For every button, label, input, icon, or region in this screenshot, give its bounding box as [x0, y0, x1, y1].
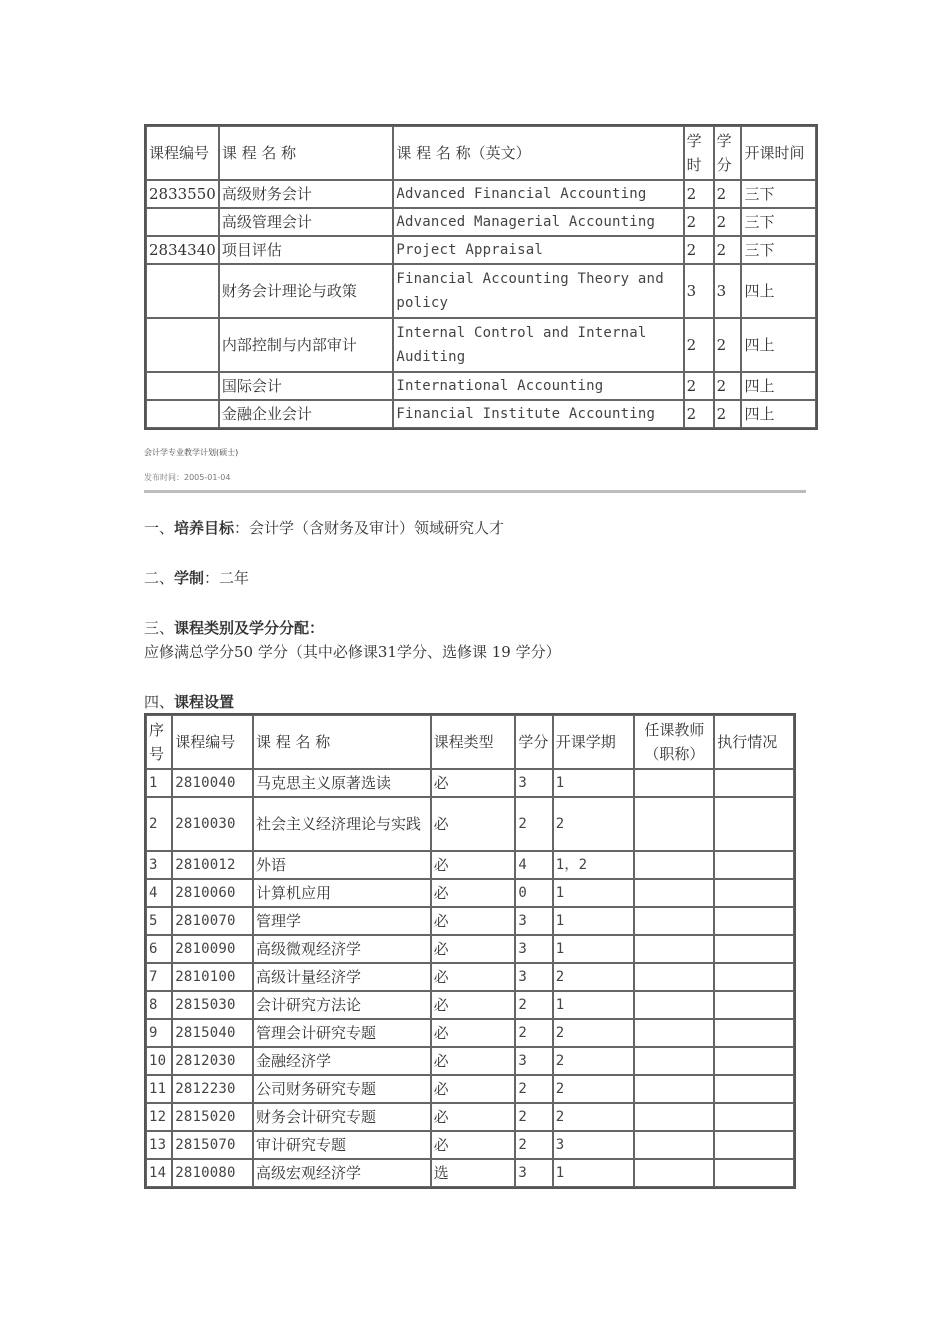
cell-instructor: [634, 1131, 714, 1159]
cell-index: 12: [146, 1103, 172, 1131]
cell-semester: 1: [553, 1159, 635, 1187]
cell-term: 四上: [741, 400, 816, 428]
cell-name: 管理学: [253, 907, 431, 935]
cell-code: 2810080: [172, 1159, 253, 1187]
header-cell-credits: 学分: [515, 715, 552, 769]
table-row: [146, 963, 794, 991]
cell-type: 必: [431, 797, 516, 851]
cell-credits: 2: [714, 372, 742, 400]
cell-index: 3: [146, 851, 172, 879]
section-duration-heading: 学制: [174, 569, 205, 587]
cell-hours: 2: [684, 400, 714, 428]
table-row: [146, 372, 816, 400]
cell-instructor: [634, 1103, 714, 1131]
table-row: [146, 1075, 794, 1103]
cell-code: 2810040: [172, 769, 253, 797]
cell-credits: 3: [515, 963, 552, 991]
header-cell-course-code: 课程编号: [146, 126, 219, 180]
cell-credits: 2: [714, 180, 742, 208]
cell-index: 1: [146, 769, 172, 797]
cell-credits: 2: [714, 318, 742, 372]
cell-instructor: [634, 797, 714, 851]
table-row: [146, 1019, 794, 1047]
header-cell-course-code: 课程编号: [172, 715, 253, 769]
cell-semester: 2: [553, 1103, 635, 1131]
cell-term: 三下: [741, 180, 816, 208]
cell-instructor: [634, 991, 714, 1019]
cell-type: 必: [431, 1103, 516, 1131]
cell-credits: 2: [515, 991, 552, 1019]
cell-status: [714, 797, 794, 851]
header-cell-semester: 开课学期: [553, 715, 635, 769]
divider: [144, 490, 806, 493]
table-row: [146, 769, 794, 797]
table-row: [146, 1159, 794, 1187]
cell-name: 金融经济学: [253, 1047, 431, 1075]
section-objective: [144, 517, 504, 538]
cell-credits: 2: [515, 1131, 552, 1159]
cell-code: 2833550: [146, 180, 219, 208]
cell-hours: 2: [684, 180, 714, 208]
header-cell-course-name: 课 程 名 称: [219, 126, 394, 180]
cell-type: 必: [431, 1047, 516, 1075]
section-credit-allocation: [144, 617, 324, 638]
cell-instructor: [634, 879, 714, 907]
cell-index: 8: [146, 991, 172, 1019]
cell-semester: 1: [553, 907, 635, 935]
table-row: [146, 1047, 794, 1075]
cell-code: [146, 372, 219, 400]
cell-index: 2: [146, 797, 172, 851]
cell-semester: 1，2: [553, 851, 635, 879]
cell-credits: 3: [515, 1047, 552, 1075]
cell-code: 2815020: [172, 1103, 253, 1131]
header-cell-course-name: 课 程 名 称: [253, 715, 431, 769]
publish-date: 发布时间：2005-01-04: [144, 473, 231, 482]
cell-credits: 2: [714, 400, 742, 428]
cell-status: [714, 907, 794, 935]
table-row: [146, 879, 794, 907]
cell-credits: 2: [714, 236, 742, 264]
cell-code: 2810012: [172, 851, 253, 879]
cell-type: 必: [431, 991, 516, 1019]
cell-name-en: Internal Control and Internal Auditing: [393, 318, 683, 372]
cell-code: 2815030: [172, 991, 253, 1019]
section-objective-number: 一、: [144, 519, 175, 537]
cell-index: 9: [146, 1019, 172, 1047]
cell-credits: 3: [714, 264, 742, 318]
cell-hours: 2: [684, 372, 714, 400]
cell-index: 7: [146, 963, 172, 991]
cell-name: 内部控制与内部审计: [219, 318, 394, 372]
table-header-row: [146, 126, 816, 180]
table-row: [146, 907, 794, 935]
cell-instructor: [634, 935, 714, 963]
cell-name-en: Advanced Financial Accounting: [393, 180, 683, 208]
cell-name: 审计研究专题: [253, 1131, 431, 1159]
cell-code: 2810070: [172, 907, 253, 935]
table-row: [146, 797, 794, 851]
cell-name: 马克思主义原著选读: [253, 769, 431, 797]
cell-status: [714, 1047, 794, 1075]
table-row: [146, 400, 816, 428]
header-cell-hours: 学时: [684, 126, 714, 180]
cell-term: 四上: [741, 372, 816, 400]
cell-hours: 2: [684, 318, 714, 372]
cell-semester: 3: [553, 1131, 635, 1159]
section-objective-text: ：会计学（含财务及审计）领域研究人才: [234, 519, 505, 537]
cell-index: 5: [146, 907, 172, 935]
cell-semester: 2: [553, 1019, 635, 1047]
table-row: [146, 851, 794, 879]
cell-term: 三下: [741, 236, 816, 264]
header-cell-credits: 学分: [714, 126, 742, 180]
cell-hours: 3: [684, 264, 714, 318]
cell-type: 选: [431, 1159, 516, 1187]
table-header-row: [146, 715, 794, 769]
cell-name-en: Project Appraisal: [393, 236, 683, 264]
cell-type: 必: [431, 879, 516, 907]
cell-code: [146, 208, 219, 236]
cell-type: 必: [431, 935, 516, 963]
cell-status: [714, 963, 794, 991]
cell-type: 必: [431, 769, 516, 797]
cell-credits: 2: [515, 1075, 552, 1103]
section-duration-number: 二、: [144, 569, 175, 587]
course-table-upper: [144, 124, 818, 430]
cell-status: [714, 1019, 794, 1047]
cell-name-en: Financial Accounting Theory and policy: [393, 264, 683, 318]
cell-name-en: Advanced Managerial Accounting: [393, 208, 683, 236]
cell-name: 会计研究方法论: [253, 991, 431, 1019]
cell-semester: 1: [553, 991, 635, 1019]
cell-type: 必: [431, 851, 516, 879]
cell-code: 2812230: [172, 1075, 253, 1103]
table-row: [146, 935, 794, 963]
cell-credits: 2: [515, 1103, 552, 1131]
cell-name: 高级管理会计: [219, 208, 394, 236]
cell-name: 高级计量经济学: [253, 963, 431, 991]
cell-name: 高级财务会计: [219, 180, 394, 208]
cell-name: 项目评估: [219, 236, 394, 264]
cell-semester: 2: [553, 1075, 635, 1103]
cell-type: 必: [431, 907, 516, 935]
cell-index: 4: [146, 879, 172, 907]
cell-name: 高级宏观经济学: [253, 1159, 431, 1187]
section-course-number: 四、: [144, 693, 175, 711]
header-cell-status: 执行情况: [714, 715, 794, 769]
section-duration-text: ：二年: [204, 569, 250, 587]
cell-status: [714, 1159, 794, 1187]
cell-status: [714, 1131, 794, 1159]
header-cell-course-name-en: 课 程 名 称（英文）: [393, 126, 683, 180]
section-credit-colon: ：: [309, 619, 325, 637]
cell-code: 2810030: [172, 797, 253, 851]
credit-requirement-text: 应修满总学分50 学分（其中必修课31学分、选修课 19 学分）: [144, 643, 561, 661]
cell-code: 2810090: [172, 935, 253, 963]
cell-name: 公司财务研究专题: [253, 1075, 431, 1103]
cell-status: [714, 769, 794, 797]
section-credit-heading: 课程类别及学分分配: [174, 619, 310, 637]
cell-name-en: Financial Institute Accounting: [393, 400, 683, 428]
table-row: [146, 236, 816, 264]
cell-code: 2815040: [172, 1019, 253, 1047]
cell-instructor: [634, 1047, 714, 1075]
cell-code: [146, 318, 219, 372]
course-table-body: [146, 769, 794, 1187]
cell-status: [714, 879, 794, 907]
cell-index: 6: [146, 935, 172, 963]
cell-name: 管理会计研究专题: [253, 1019, 431, 1047]
cell-status: [714, 851, 794, 879]
cell-credits: 3: [515, 907, 552, 935]
header-cell-index: 序号: [146, 715, 172, 769]
cell-type: 必: [431, 1131, 516, 1159]
table-row: [146, 318, 816, 372]
cell-name: 社会主义经济理论与实践: [253, 797, 431, 851]
cell-type: 必: [431, 963, 516, 991]
cell-type: 必: [431, 1019, 516, 1047]
cell-credits: 4: [515, 851, 552, 879]
cell-instructor: [634, 1159, 714, 1187]
header-cell-course-type: 课程类型: [431, 715, 516, 769]
cell-instructor: [634, 1075, 714, 1103]
cell-type: 必: [431, 1075, 516, 1103]
cell-code: 2815070: [172, 1131, 253, 1159]
cell-name-en: International Accounting: [393, 372, 683, 400]
cell-name: 金融企业会计: [219, 400, 394, 428]
cell-name: 财务会计理论与政策: [219, 264, 394, 318]
cell-name: 外语: [253, 851, 431, 879]
section-course-setup: [144, 691, 234, 712]
cell-credits: 2: [714, 208, 742, 236]
cell-term: 四上: [741, 264, 816, 318]
cell-credits: 3: [515, 935, 552, 963]
cell-index: 11: [146, 1075, 172, 1103]
cell-code: 2834340: [146, 236, 219, 264]
section-credit-number: 三、: [144, 619, 175, 637]
section-duration: [144, 567, 249, 588]
cell-name: 高级微观经济学: [253, 935, 431, 963]
cell-name: 国际会计: [219, 372, 394, 400]
table-row: [146, 1131, 794, 1159]
cell-credits: 3: [515, 769, 552, 797]
cell-semester: 2: [553, 1047, 635, 1075]
cell-status: [714, 1103, 794, 1131]
cell-instructor: [634, 963, 714, 991]
cell-hours: 2: [684, 208, 714, 236]
cell-semester: 1: [553, 879, 635, 907]
table-row: [146, 180, 816, 208]
article-title: 会计学专业教学计划(硕士): [144, 448, 239, 457]
cell-instructor: [634, 1019, 714, 1047]
cell-status: [714, 1075, 794, 1103]
table-row: [146, 208, 816, 236]
course-table-lower: [144, 713, 796, 1189]
section-course-heading: 课程设置: [174, 693, 235, 711]
cell-code: [146, 264, 219, 318]
cell-name: 计算机应用: [253, 879, 431, 907]
cell-semester: 2: [553, 963, 635, 991]
table-row: [146, 1103, 794, 1131]
cell-code: 2810060: [172, 879, 253, 907]
cell-instructor: [634, 769, 714, 797]
cell-code: 2812030: [172, 1047, 253, 1075]
header-cell-instructor: 任课教师（职称）: [634, 715, 714, 769]
cell-credits: 2: [515, 1019, 552, 1047]
cell-status: [714, 935, 794, 963]
cell-semester: 1: [553, 935, 635, 963]
header-cell-term: 开课时间: [741, 126, 816, 180]
cell-instructor: [634, 907, 714, 935]
cell-credits: 2: [515, 797, 552, 851]
cell-status: [714, 991, 794, 1019]
cell-index: 14: [146, 1159, 172, 1187]
cell-code: [146, 400, 219, 428]
table-row: [146, 991, 794, 1019]
cell-code: 2810100: [172, 963, 253, 991]
table-row: [146, 264, 816, 318]
cell-term: 四上: [741, 318, 816, 372]
cell-semester: 2: [553, 797, 635, 851]
cell-instructor: [634, 851, 714, 879]
cell-hours: 2: [684, 236, 714, 264]
cell-semester: 1: [553, 769, 635, 797]
cell-term: 三下: [741, 208, 816, 236]
cell-index: 10: [146, 1047, 172, 1075]
cell-index: 13: [146, 1131, 172, 1159]
cell-name: 财务会计研究专题: [253, 1103, 431, 1131]
cell-credits: 0: [515, 879, 552, 907]
cell-credits: 3: [515, 1159, 552, 1187]
section-objective-heading: 培养目标: [174, 519, 235, 537]
